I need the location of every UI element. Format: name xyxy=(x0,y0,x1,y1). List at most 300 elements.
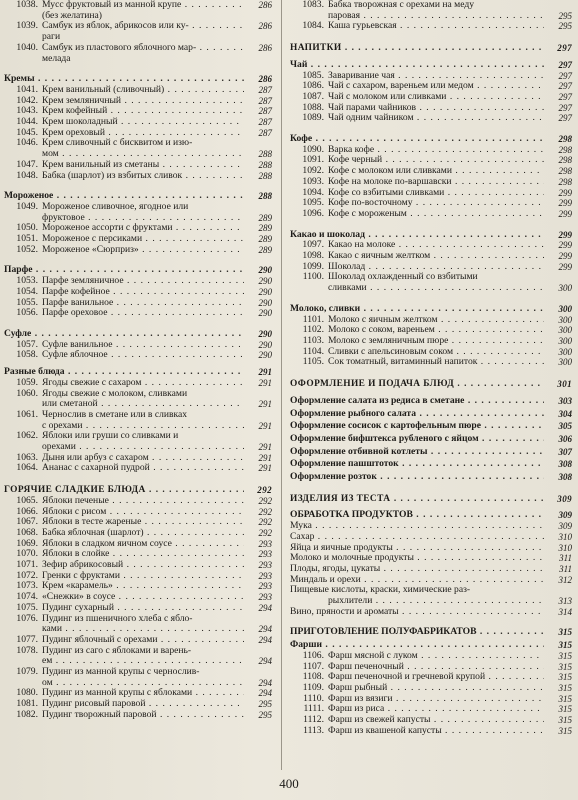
entry-number: 1042. xyxy=(16,94,38,106)
spacer xyxy=(4,64,272,72)
entry-title: Пудинг из манной крупы с яблоками . . . xyxy=(42,688,244,699)
entry-number: 1089. xyxy=(302,112,324,124)
entry-page-number: 306 xyxy=(558,433,572,444)
entry-page-number: 290 xyxy=(258,308,272,319)
entry-title: Чай с молоком или сливками . . . xyxy=(328,92,544,103)
entry-number: 1093. xyxy=(302,175,324,187)
entry-page-number: 297 xyxy=(558,81,572,92)
entry-page-number: 287 xyxy=(258,84,272,95)
toc-entry xyxy=(290,209,572,220)
entry-title: Оформление отбивной котлеты . . . xyxy=(290,447,544,458)
entry-page-number: 289 xyxy=(258,244,272,255)
entry-number: 1091. xyxy=(302,154,324,166)
entry-page-number: 290 xyxy=(258,297,272,308)
toc-section xyxy=(290,627,572,638)
entry-page-number: 286 xyxy=(258,42,272,53)
toc-entry xyxy=(4,710,272,721)
entry-page-number: 297 xyxy=(558,91,572,102)
toc-entry xyxy=(4,592,272,603)
entry-title: Фарш печеночной и гречневой крупой . . . xyxy=(328,672,544,683)
entry-page-number: 290 xyxy=(258,286,272,297)
entry-title: Пудинг из манной крупы с чернослив- xyxy=(42,666,200,678)
spacer xyxy=(4,474,272,482)
entry-page-number: 309 xyxy=(558,510,572,521)
toc-entry xyxy=(4,378,272,389)
entry-page-number: 305 xyxy=(558,421,572,432)
entry-title: Яблоки с рисом . . . xyxy=(42,507,244,518)
entry-number: 1061. xyxy=(16,408,38,420)
entry-continuation-text: или сметаной . . . xyxy=(4,399,244,410)
toc-entry xyxy=(4,667,272,678)
entry-page-number: 286 xyxy=(258,21,272,32)
entry-page-number: 299 xyxy=(558,261,572,272)
toc-entry xyxy=(4,223,272,234)
entry-title: Крем кофейный . . . xyxy=(42,106,244,117)
entry-title: Кофе . . . xyxy=(290,134,544,145)
entry-title: Крем земляничный . . . xyxy=(42,96,244,107)
toc-section xyxy=(290,304,572,315)
entry-page-number: 297 xyxy=(558,59,572,70)
entry-title: Яблоки или груши со сливками и xyxy=(42,430,179,442)
toc-entry xyxy=(4,699,272,710)
spacer xyxy=(290,294,572,302)
toc-entry xyxy=(290,315,572,326)
entry-page-number: 294 xyxy=(258,656,272,667)
toc-entry xyxy=(290,694,572,705)
entry-number: 1040. xyxy=(16,41,38,53)
entry-number: 1085. xyxy=(302,69,324,81)
toc-entry xyxy=(4,539,272,550)
entry-page-number: 288 xyxy=(258,191,272,202)
toc-entry xyxy=(290,651,572,662)
entry-title: Пудинг сухарный . . . xyxy=(42,603,244,614)
entry-title: Оформление салата из редиса в сметане . . . xyxy=(290,396,544,407)
entry-page-number: 292 xyxy=(257,485,272,496)
entry-title: Пудинг из саго с яблоками и варень- xyxy=(42,644,192,656)
entry-title: Мороженое . . . xyxy=(4,191,244,202)
toc-entry xyxy=(290,198,572,209)
toc-entry xyxy=(290,325,572,336)
spacer xyxy=(4,181,272,189)
toc-entry-continuation xyxy=(4,678,272,689)
toc-column-left xyxy=(4,0,272,721)
spacer xyxy=(290,220,572,228)
toc-entry xyxy=(4,350,272,361)
entry-number: 1107. xyxy=(302,660,324,672)
entry-page-number: 290 xyxy=(258,276,272,287)
toc-entry xyxy=(4,245,272,256)
toc-section xyxy=(290,447,572,458)
toc-section xyxy=(290,521,572,532)
entry-title: Молоко с яичным желтком . . . xyxy=(328,315,544,326)
toc-section xyxy=(290,134,572,145)
entry-number: 1099. xyxy=(302,260,324,272)
entry-page-number: 295 xyxy=(258,699,272,710)
entry-page-number: 315 xyxy=(558,725,572,736)
entry-page-number: 299 xyxy=(558,198,572,209)
toc-entry xyxy=(4,410,272,421)
entry-page-number: 290 xyxy=(258,328,272,339)
entry-page-number: 300 xyxy=(558,283,572,294)
toc-section xyxy=(290,564,572,575)
entry-title: Какао на молоке . . . xyxy=(328,240,544,251)
entry-number: 1092. xyxy=(302,165,324,177)
entry-page-number: 292 xyxy=(258,495,272,506)
entry-continuation-text: фруктовое . . . xyxy=(4,213,244,224)
entry-title: Бабка яблочная (шарлот) . . . xyxy=(42,528,244,539)
entry-number: 1081. xyxy=(16,698,38,710)
entry-title: Оформление пашштоток . . . xyxy=(290,459,544,470)
entry-number: 1088. xyxy=(302,101,324,113)
toc-entry xyxy=(4,234,272,245)
toc-entry xyxy=(4,431,272,442)
column-divider xyxy=(281,0,282,770)
entry-continuation-text: орехами . . . xyxy=(4,442,244,453)
toc-entry xyxy=(4,463,272,474)
entry-page-number: 314 xyxy=(558,606,572,617)
toc-entry xyxy=(4,688,272,699)
entry-page-number: 291 xyxy=(258,463,272,474)
entry-page-number: 299 xyxy=(558,229,572,240)
entry-title: Бабка творожная с орехами на меду xyxy=(328,0,475,10)
entry-title: Крем «карамель» . . . xyxy=(42,581,244,592)
entry-number: 1084. xyxy=(302,20,324,32)
entry-title: Мука . . . xyxy=(290,521,544,532)
entry-page-number: 291 xyxy=(258,367,272,378)
entry-title: Фарш рыбный . . . xyxy=(328,683,544,694)
entry-page-number: 301 xyxy=(557,379,572,390)
entry-title: Парфе ореховое . . . xyxy=(42,308,244,319)
entry-title: Яблоки в сладком яичном соусе . . . xyxy=(42,539,244,550)
entry-number: 1063. xyxy=(16,451,38,463)
entry-title: Фарш печеночный . . . xyxy=(328,662,544,673)
toc-entry xyxy=(290,177,572,188)
toc-entry-continuation xyxy=(4,624,272,635)
entry-title: Разные блюда . . . xyxy=(4,367,244,378)
entry-page-number: 295 xyxy=(558,21,572,32)
spacer xyxy=(4,319,272,327)
entry-number: 1058. xyxy=(16,349,38,361)
entry-title: Чай парами чайников . . . xyxy=(328,103,544,114)
toc-entry xyxy=(4,571,272,582)
toc-entry xyxy=(4,106,272,117)
entry-page-number: 315 xyxy=(558,661,572,672)
entry-continuation-text: ом . . . xyxy=(4,678,244,689)
toc-entry xyxy=(290,240,572,251)
entry-page-number: 288 xyxy=(258,170,272,181)
entry-title: Мороженое с персиками . . . xyxy=(42,234,244,245)
spacer xyxy=(4,255,272,263)
toc-entry-continuation xyxy=(4,11,272,22)
entry-page-number: 300 xyxy=(558,314,572,325)
toc-entry xyxy=(4,117,272,128)
entry-continuation-text: сливками . . . xyxy=(290,283,544,294)
entry-number: 1068. xyxy=(16,526,38,538)
entry-title: Яблоки в тесте жареные . . . xyxy=(42,517,244,528)
entry-page-number: 300 xyxy=(558,303,572,314)
entry-title: Парфе земляничное . . . xyxy=(42,276,244,287)
entry-title: Фарш из свежей капусты . . . xyxy=(328,715,544,726)
toc-entry xyxy=(4,276,272,287)
toc-entry xyxy=(4,603,272,614)
toc-column-right xyxy=(290,0,572,736)
entry-title: Чай одним чайником . . . xyxy=(328,113,544,124)
entry-page-number: 297 xyxy=(558,102,572,113)
toc-entry xyxy=(4,0,272,11)
toc-section xyxy=(290,553,572,564)
entry-number: 1106. xyxy=(302,649,324,661)
entry-number: 1071. xyxy=(16,559,38,571)
entry-number: 1072. xyxy=(16,569,38,581)
toc-section xyxy=(290,421,572,432)
entry-title: Оформление сосисок с картофельным пюре . . . xyxy=(290,421,544,432)
entry-title: ОБРАБОТКА ПРОДУКТОВ . . . xyxy=(290,510,544,521)
entry-title: Сливки с апельсиновым соком . . . xyxy=(328,347,544,358)
toc-entry xyxy=(4,646,272,657)
toc-section xyxy=(4,329,272,340)
toc-entry xyxy=(4,517,272,528)
entry-title: ГОРЯЧИЕ СЛАДКИЕ БЛЮДА . . . xyxy=(4,485,244,496)
entry-page-number: 292 xyxy=(258,517,272,528)
entry-continuation-text: мелада xyxy=(42,53,71,64)
entry-title: Молоко и молочные продукты . . . xyxy=(290,553,544,564)
entry-page-number: 299 xyxy=(558,187,572,198)
entry-number: 1101. xyxy=(302,313,324,325)
entry-number: 1103. xyxy=(302,334,324,346)
entry-page-number: 290 xyxy=(258,350,272,361)
entry-page-number: 290 xyxy=(258,265,272,276)
entry-title: Кремы . . . xyxy=(4,74,244,85)
toc-entry-continuation xyxy=(4,32,272,43)
toc-entry xyxy=(290,347,572,358)
entry-title: Оформление розток . . . xyxy=(290,472,544,483)
entry-page-number: 303 xyxy=(558,395,572,406)
entry-number: 1059. xyxy=(16,376,38,388)
entry-number: 1038. xyxy=(16,0,38,10)
entry-page-number: 310 xyxy=(558,531,572,542)
toc-entry xyxy=(290,21,572,32)
entry-title: Кофе со взбитыми сливками . . . xyxy=(328,188,544,199)
entry-page-number: 286 xyxy=(258,0,272,10)
entry-number: 1095. xyxy=(302,197,324,209)
entry-title: Чернослив в сметане или в сливках xyxy=(42,408,188,420)
entry-page-number: 295 xyxy=(558,10,572,21)
entry-number: 1055. xyxy=(16,296,38,308)
entry-title: Чай . . . xyxy=(290,60,544,71)
toc-entry xyxy=(4,581,272,592)
toc-entry xyxy=(290,272,572,283)
entry-number: 1067. xyxy=(16,516,38,528)
entry-number: 1073. xyxy=(16,580,38,592)
entry-number: 1104. xyxy=(302,345,324,357)
toc-entry xyxy=(290,188,572,199)
entry-page-number: 294 xyxy=(258,624,272,635)
toc-chapter xyxy=(290,43,572,54)
entry-page-number: 300 xyxy=(558,346,572,357)
spacer xyxy=(290,32,572,40)
entry-title: Кофе с мороженым . . . xyxy=(328,209,544,220)
entry-title: Какао и шоколад . . . xyxy=(290,230,544,241)
toc-entry xyxy=(290,662,572,673)
entry-number: 1111. xyxy=(303,703,324,715)
entry-continuation-text: рыхлители . . . xyxy=(290,596,544,607)
entry-page-number: 293 xyxy=(258,549,272,560)
entry-title: Оформление бифштекса рубленого с яйцом . . . xyxy=(290,434,544,445)
entry-page-number: 300 xyxy=(558,335,572,346)
entry-page-number: 293 xyxy=(258,560,272,571)
toc-entry xyxy=(4,453,272,464)
entry-number: 1078. xyxy=(16,644,38,656)
entry-page-number: 315 xyxy=(558,693,572,704)
entry-page-number: 304 xyxy=(558,408,572,419)
entry-title: Какао с яичным желтком . . . xyxy=(328,251,544,262)
entry-number: 1075. xyxy=(16,601,38,613)
entry-title: Суфле ванильное . . . xyxy=(42,340,244,351)
page-number: 400 xyxy=(279,776,299,791)
entry-number: 1052. xyxy=(16,243,38,255)
entry-title: Кофе с молоком или сливками . . . xyxy=(328,166,544,177)
entry-page-number: 291 xyxy=(258,452,272,463)
entry-title: Пудинг яблочный с орехами . . . xyxy=(42,635,244,646)
toc-section xyxy=(290,230,572,241)
entry-page-number: 315 xyxy=(558,650,572,661)
toc-entry xyxy=(4,96,272,107)
entry-title: Каша гурьевская . . . xyxy=(328,21,544,32)
entry-page-number: 315 xyxy=(558,704,572,715)
entry-title: Фарш из квашеной капусты . . . xyxy=(328,726,544,737)
entry-number: 1049. xyxy=(16,200,38,212)
entry-page-number: 311 xyxy=(559,553,572,564)
entry-title: Яйца и яичные продукты . . . xyxy=(290,543,544,554)
toc-section xyxy=(4,265,272,276)
entry-number: 1054. xyxy=(16,285,38,297)
toc-entry xyxy=(290,0,572,11)
entry-number: 1077. xyxy=(16,633,38,645)
toc-entry xyxy=(4,85,272,96)
entry-number: 1043. xyxy=(16,105,38,117)
entry-page-number: 292 xyxy=(258,506,272,517)
entry-title: Вино, пряности и ароматы . . . xyxy=(290,607,544,618)
entry-title: Шоколад . . . xyxy=(328,262,544,273)
toc-entry-continuation xyxy=(4,442,272,453)
entry-number: 1060. xyxy=(16,387,38,399)
entry-title: Сахар . . . xyxy=(290,532,544,543)
entry-title: Яблоки печеные . . . xyxy=(42,496,244,507)
entry-number: 1110. xyxy=(303,692,324,704)
entry-page-number: 291 xyxy=(258,442,272,453)
entry-number: 1100. xyxy=(302,271,324,283)
entry-number: 1076. xyxy=(16,612,38,624)
toc-entry xyxy=(290,166,572,177)
entry-page-number: 308 xyxy=(558,459,572,470)
toc-entry xyxy=(4,389,272,400)
toc-entry xyxy=(4,560,272,571)
spacer xyxy=(290,483,572,491)
entry-number: 1102. xyxy=(302,324,324,336)
entry-title: Молоко, сливки . . . xyxy=(290,304,544,315)
toc-entry xyxy=(290,81,572,92)
toc-entry-continuation xyxy=(4,54,272,65)
entry-number: 1108. xyxy=(302,671,324,683)
entry-page-number: 293 xyxy=(258,592,272,603)
entry-title: Заваривание чая . . . xyxy=(328,71,544,82)
entry-title: Мусс фруктовый из манной крупе . . . xyxy=(42,0,244,11)
spacer xyxy=(290,124,572,132)
toc-entry-continuation xyxy=(290,596,572,607)
entry-page-number: 294 xyxy=(258,602,272,613)
toc-entry xyxy=(290,92,572,103)
entry-title: ПРИГОТОВЛЕНИЕ ПОЛУФАБРИКАТОВ . . . xyxy=(290,627,544,638)
spacer xyxy=(290,368,572,376)
entry-title: Бабка (шарлот) из взбитых сливок . . . xyxy=(42,171,244,182)
entry-page-number: 315 xyxy=(558,672,572,683)
toc-entry xyxy=(290,683,572,694)
entry-page-number: 315 xyxy=(558,640,572,651)
entry-page-number: 300 xyxy=(558,357,572,368)
entry-title: Гренки с фруктами . . . xyxy=(42,571,244,582)
entry-page-number: 292 xyxy=(258,527,272,538)
entry-title: Фарш из вязиги . . . xyxy=(328,694,544,705)
spacer xyxy=(4,361,272,365)
entry-page-number: 289 xyxy=(258,212,272,223)
toc-entry xyxy=(290,704,572,715)
toc-entry xyxy=(4,308,272,319)
entry-title: Крем шоколадный . . . xyxy=(42,117,244,128)
entry-page-number: 291 xyxy=(258,420,272,431)
entry-page-number: 287 xyxy=(258,117,272,128)
entry-title: Пудинг из пшеничного хлеба с ябло- xyxy=(42,612,193,624)
entry-title: Мороженое «Сюрприз» . . . xyxy=(42,245,244,256)
entry-number: 1047. xyxy=(16,158,38,170)
entry-page-number: 287 xyxy=(258,106,272,117)
entry-page-number: 309 xyxy=(558,521,572,532)
spacer xyxy=(290,54,572,58)
entry-page-number: 310 xyxy=(558,542,572,553)
toc-entry xyxy=(290,113,572,124)
toc-entry-continuation xyxy=(290,11,572,22)
toc-section xyxy=(4,74,272,85)
entry-number: 1082. xyxy=(16,708,38,720)
spacer xyxy=(290,504,572,508)
entry-title: Молоко с соком, вареньем . . . xyxy=(328,325,544,336)
toc-entry xyxy=(4,340,272,351)
toc-entry xyxy=(290,103,572,114)
entry-continuation-text: паровая . . . xyxy=(290,11,544,22)
entry-number: 1096. xyxy=(302,207,324,219)
entry-number: 1074. xyxy=(16,591,38,603)
entry-title: Чай с сахаром, вареньем или медом . . . xyxy=(328,81,544,92)
toc-entry xyxy=(290,336,572,347)
toc-section xyxy=(290,543,572,554)
entry-page-number: 297 xyxy=(557,43,572,54)
entry-number: 1098. xyxy=(302,250,324,262)
entry-number: 1097. xyxy=(302,239,324,251)
entry-page-number: 289 xyxy=(258,223,272,234)
entry-page-number: 287 xyxy=(258,95,272,106)
entry-page-number: 293 xyxy=(258,581,272,592)
entry-page-number: 295 xyxy=(258,709,272,720)
toc-chapter xyxy=(290,379,572,390)
entry-title: Крем ореховый . . . xyxy=(42,128,244,139)
entry-title: Дыня или арбуз с сахаром . . . xyxy=(42,453,244,464)
entry-number: 1109. xyxy=(302,681,324,693)
entry-title: Ананас с сахарной пудрой . . . xyxy=(42,463,244,474)
entry-title: Яблоки в слойке . . . xyxy=(42,549,244,560)
entry-title: Кофе по-восточному . . . xyxy=(328,198,544,209)
toc-entry-continuation xyxy=(4,149,272,160)
toc-entry xyxy=(4,549,272,560)
entry-title: Шоколад охлажденный со взбитыми xyxy=(328,271,478,283)
